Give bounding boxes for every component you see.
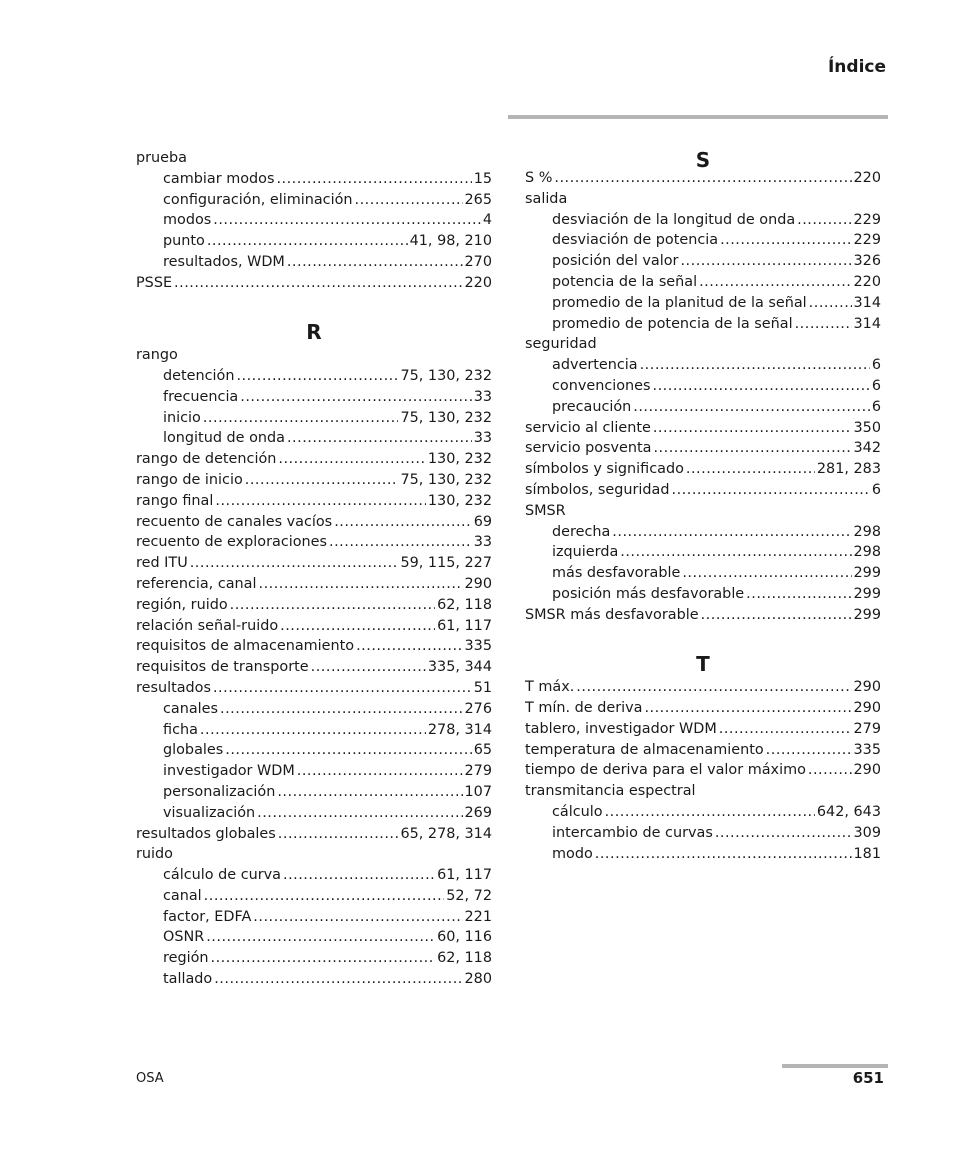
index-subentry (525, 210, 881, 231)
index-term: rango de detención (136, 451, 277, 468)
index-page-numbers: 342 (853, 440, 881, 457)
index-subentry (136, 782, 492, 803)
index-page-numbers: 4 (482, 212, 492, 229)
page-number: 651 (852, 1069, 884, 1087)
index-entry (525, 168, 881, 189)
dot-leader (620, 542, 851, 563)
dot-leader (334, 512, 472, 533)
index-subentry (525, 802, 881, 823)
index-term: precaución (552, 398, 632, 415)
index-entry (136, 148, 492, 169)
index-subentry (136, 366, 492, 387)
index-term: símbolos, seguridad (525, 481, 670, 498)
dot-leader (797, 210, 851, 231)
index-term: modos (163, 212, 212, 229)
index-entry (525, 760, 881, 781)
index-page-numbers: 269 (464, 804, 492, 821)
index-term: tallado (163, 971, 213, 988)
index-subentry (525, 272, 881, 293)
index-subentry (136, 190, 492, 211)
index-page-numbers: 60, 116 (437, 929, 492, 946)
index-subentry (525, 314, 881, 335)
index-entry (525, 740, 881, 761)
index-term: servicio al cliente (525, 419, 651, 436)
dot-leader (203, 408, 399, 429)
dot-leader (682, 563, 851, 584)
dot-leader (576, 677, 851, 698)
index-entry (525, 459, 881, 480)
index-term: SMSR (525, 502, 566, 519)
index-term: globales (163, 742, 224, 759)
index-term: T máx. (525, 679, 575, 696)
dot-leader (190, 553, 399, 574)
dot-leader (605, 802, 815, 823)
index-page-numbers: 61, 117 (437, 867, 492, 884)
index-entry (136, 273, 492, 294)
index-term: requisitos de almacenamiento (136, 638, 355, 655)
dot-leader (283, 865, 435, 886)
index-term: resultados globales (136, 825, 276, 842)
dot-leader (215, 491, 426, 512)
index-term: servicio posventa (525, 440, 652, 457)
index-page-numbers: 75, 130, 232 (400, 409, 492, 426)
index-term: detención (163, 367, 235, 384)
index-subentry (525, 584, 881, 605)
index-entry (136, 678, 492, 699)
header-rule (508, 115, 888, 119)
index-term: requisitos de transporte (136, 659, 309, 676)
dot-leader (213, 210, 481, 231)
dot-leader (644, 698, 851, 719)
index-page-numbers: 279 (464, 763, 492, 780)
index-page-numbers: 62, 118 (437, 950, 492, 967)
index-term: rango final (136, 492, 214, 509)
index-entry (136, 532, 492, 553)
index-page-numbers: 278, 314 (427, 721, 492, 738)
index-term: potencia de la señal (552, 273, 698, 290)
dot-leader (200, 720, 426, 741)
index-subentry (136, 803, 492, 824)
dot-leader (230, 595, 435, 616)
index-term: temperatura de almacenamiento (525, 741, 764, 758)
dot-leader (278, 449, 426, 470)
dot-leader (720, 230, 851, 251)
dot-leader (719, 719, 852, 740)
index-term: tablero, investigador WDM (525, 720, 717, 737)
index-entry (525, 605, 881, 626)
dot-leader (329, 532, 472, 553)
index-page-numbers: 335, 344 (427, 659, 492, 676)
index-term: inicio (163, 409, 201, 426)
index-page-numbers: 326 (853, 253, 881, 270)
index-page-numbers: 299 (853, 585, 881, 602)
index-term: símbolos y significado (525, 461, 684, 478)
dot-leader (287, 428, 472, 449)
index-entry (136, 512, 492, 533)
dot-leader (277, 782, 462, 803)
index-term: T mín. de deriva (525, 699, 643, 716)
index-term: promedio de potencia de la señal (552, 315, 793, 332)
index-page-numbers: 65, 278, 314 (400, 825, 492, 842)
footer-rule (782, 1064, 888, 1068)
index-term: punto (163, 233, 205, 250)
index-term: SMSR más desfavorable (525, 606, 699, 623)
index-entry (525, 189, 881, 210)
index-term: relación señal-ruido (136, 617, 279, 634)
dot-leader (211, 948, 436, 969)
index-term: resultados (136, 679, 211, 696)
index-subentry (525, 542, 881, 563)
index-page-numbers: 220 (853, 273, 881, 290)
index-subentry (525, 251, 881, 272)
index-page-numbers: 314 (853, 294, 881, 311)
index-column-left (136, 148, 492, 990)
index-subentry (525, 355, 881, 376)
index-entry (525, 480, 881, 501)
index-page-numbers: 130, 232 (427, 451, 492, 468)
index-page-numbers: 276 (464, 700, 492, 717)
dot-leader (633, 397, 870, 418)
index-subentry (525, 844, 881, 865)
index-subentry (136, 210, 492, 231)
dot-leader (653, 438, 851, 459)
index-subentry (136, 169, 492, 190)
dot-leader (253, 907, 462, 928)
index-page-numbers: 65 (473, 742, 492, 759)
dot-leader (554, 168, 851, 189)
index-subentry (136, 969, 492, 990)
index-page-numbers: 290 (853, 679, 881, 696)
index-subentry (136, 865, 492, 886)
index-term: prueba (136, 150, 187, 166)
index-term: OSNR (163, 929, 205, 946)
index-page-numbers: 33 (473, 430, 492, 447)
index-page-numbers: 290 (464, 575, 492, 592)
dot-leader (766, 740, 852, 761)
index-entry (136, 553, 492, 574)
index-term: salida (525, 190, 568, 207)
index-page-numbers: 220 (464, 274, 492, 291)
index-page-numbers: 298 (853, 523, 881, 540)
index-page-numbers: 350 (853, 419, 881, 436)
index-term: investigador WDM (163, 763, 295, 780)
index-term: canales (163, 700, 219, 717)
index-term: más desfavorable (552, 565, 681, 582)
index-term: desviación de la longitud de onda (552, 211, 796, 228)
index-subentry (136, 907, 492, 928)
index-page-numbers: 15 (473, 170, 492, 187)
index-entry (525, 334, 881, 355)
index-entry (525, 438, 881, 459)
dot-leader (715, 823, 852, 844)
index-page-numbers: 299 (853, 565, 881, 582)
dot-leader (686, 459, 815, 480)
index-page-numbers: 290 (853, 762, 881, 779)
index-entry (525, 418, 881, 439)
index-term: rango (136, 347, 178, 364)
index-subentry (136, 948, 492, 969)
footer-label: OSA (136, 1071, 164, 1086)
index-term: rango de inicio (136, 471, 243, 488)
index-entry (136, 616, 492, 637)
index-entry (136, 449, 492, 470)
index-term: red ITU (136, 555, 188, 572)
index-page-numbers: 220 (853, 170, 881, 186)
index-term: seguridad (525, 336, 597, 353)
index-entry (136, 844, 492, 865)
index-term: cambiar modos (163, 170, 275, 187)
index-term: configuración, eliminación (163, 191, 353, 208)
dot-leader (214, 969, 462, 990)
index-page-numbers: 107 (464, 783, 492, 800)
index-term: convenciones (552, 377, 651, 394)
index-entry (136, 345, 492, 366)
dot-leader (672, 480, 870, 501)
index-page-numbers: 130, 232 (427, 492, 492, 509)
index-subentry (136, 231, 492, 252)
index-entry (136, 470, 492, 491)
dot-leader (699, 272, 851, 293)
dot-leader (225, 740, 471, 761)
index-term: región, ruido (136, 596, 228, 613)
index-page-numbers: 265 (464, 191, 492, 208)
index-term: izquierda (552, 544, 619, 561)
index-entry (136, 657, 492, 678)
index-term: longitud de onda (163, 430, 285, 447)
index-page-numbers: 6 (871, 398, 881, 415)
index-page-numbers: 229 (853, 211, 881, 228)
dot-leader (680, 251, 851, 272)
index-term: transmitancia espectral (525, 783, 696, 800)
dot-leader (245, 470, 399, 491)
index-subentry (136, 408, 492, 429)
index-page-numbers: 335 (464, 638, 492, 655)
dot-leader (206, 927, 435, 948)
index-term: derecha (552, 523, 611, 540)
index-page-numbers: 61, 117 (437, 617, 492, 634)
index-term: personalización (163, 783, 276, 800)
index-entry (525, 698, 881, 719)
dot-leader (220, 699, 463, 720)
index-term: tiempo de deriva para el valor máximo (525, 762, 806, 779)
dot-leader (701, 605, 852, 626)
index-entry (136, 824, 492, 845)
dot-leader (280, 616, 435, 637)
dot-leader (311, 657, 426, 678)
index-term: referencia, canal (136, 575, 257, 592)
index-subentry (136, 720, 492, 741)
index-page-numbers: 279 (853, 720, 881, 737)
dot-leader (213, 678, 472, 699)
index-subentry (136, 252, 492, 273)
index-page-numbers: 298 (853, 544, 881, 561)
index-term: intercambio de curvas (552, 824, 713, 841)
dot-leader (240, 387, 471, 408)
index-term: PSSE (136, 274, 173, 291)
index-page-numbers: 642, 643 (816, 803, 881, 820)
index-page-numbers: 335 (853, 741, 881, 758)
index-entry (136, 491, 492, 512)
index-page-numbers: 62, 118 (437, 596, 492, 613)
dot-leader (297, 761, 463, 782)
index-subentry (525, 823, 881, 844)
index-page-numbers: 51 (473, 679, 492, 696)
index-entry (525, 719, 881, 740)
dot-leader (640, 355, 870, 376)
index-term: posición del valor (552, 253, 679, 270)
index-page-numbers: 314 (853, 315, 881, 332)
index-term: promedio de la planitud de la señal (552, 294, 807, 311)
index-term: modo (552, 845, 593, 862)
index-term: visualización (163, 804, 256, 821)
index-entry (525, 677, 881, 698)
dot-leader (356, 636, 462, 657)
index-page-numbers: 33 (473, 534, 492, 551)
index-term: canal (163, 887, 202, 904)
index-subentry (136, 927, 492, 948)
index-entry (136, 574, 492, 595)
index-page-numbers: 69 (473, 513, 492, 530)
index-term: S % (525, 170, 553, 186)
index-page-numbers: 221 (464, 908, 492, 925)
dot-leader (174, 273, 462, 294)
index-term: ruido (136, 846, 173, 863)
dot-leader (809, 293, 852, 314)
dot-leader (612, 522, 851, 543)
index-page-numbers: 6 (871, 357, 881, 374)
index-entry (136, 636, 492, 657)
dot-leader (355, 190, 463, 211)
index-subentry (136, 428, 492, 449)
index-subentry (525, 293, 881, 314)
dot-leader (795, 314, 852, 335)
index-page-numbers: 229 (853, 232, 881, 249)
index-term: frecuencia (163, 388, 239, 405)
index-term: factor, EDFA (163, 908, 252, 925)
index-term: recuento de exploraciones (136, 534, 328, 551)
index-page-numbers: 33 (473, 388, 492, 405)
dot-leader (236, 366, 398, 387)
dot-leader (653, 376, 870, 397)
dot-leader (257, 803, 462, 824)
index-page-numbers: 6 (871, 481, 881, 498)
index-subentry (525, 230, 881, 251)
index-page-numbers: 309 (853, 824, 881, 841)
index-page-numbers: 52, 72 (446, 887, 492, 904)
index-subentry (136, 740, 492, 761)
index-subentry (525, 376, 881, 397)
index-page-numbers: 270 (464, 253, 492, 270)
index-page-numbers: 181 (853, 845, 881, 862)
dot-leader (746, 584, 851, 605)
index-entry (136, 595, 492, 616)
index-page-numbers: 75, 130, 232 (400, 367, 492, 384)
index-page-numbers: 299 (853, 606, 881, 623)
index-page-numbers: 290 (853, 699, 881, 716)
index-subentry (525, 397, 881, 418)
dot-leader (204, 886, 445, 907)
index-subentry (136, 699, 492, 720)
dot-leader (595, 844, 852, 865)
index-subentry (525, 563, 881, 584)
index-term: recuento de canales vacíos (136, 513, 333, 530)
index-subentry (136, 387, 492, 408)
index-page-numbers: 281, 283 (816, 461, 881, 478)
dot-leader (278, 824, 399, 845)
index-term: resultados, WDM (163, 253, 285, 270)
index-term: posición más desfavorable (552, 585, 745, 602)
index-subentry (136, 886, 492, 907)
index-column-right (525, 148, 881, 864)
dot-leader (287, 252, 463, 273)
index-entry (525, 501, 881, 522)
index-page-numbers: 280 (464, 971, 492, 988)
page-header-title: Índice (827, 57, 886, 77)
index-term: ficha (163, 721, 198, 738)
index-term: desviación de potencia (552, 232, 719, 249)
index-subentry (525, 522, 881, 543)
index-letter-heading: T (696, 651, 710, 676)
dot-leader (653, 418, 852, 439)
dot-leader (808, 760, 852, 781)
dot-leader (276, 169, 471, 190)
index-page-numbers: 59, 115, 227 (400, 555, 492, 572)
dot-leader (259, 574, 463, 595)
index-page-numbers: 41, 98, 210 (409, 233, 492, 250)
index-page-numbers: 6 (871, 377, 881, 394)
index-letter-heading: R (306, 319, 322, 344)
index-letter-heading: S (695, 148, 711, 172)
index-term: advertencia (552, 357, 638, 374)
index-entry (525, 781, 881, 802)
index-term: cálculo de curva (163, 867, 281, 884)
index-subentry (136, 761, 492, 782)
index-page-numbers: 75, 130, 232 (400, 471, 492, 488)
dot-leader (207, 231, 408, 252)
index-term: cálculo (552, 803, 603, 820)
index-term: región (163, 950, 209, 967)
